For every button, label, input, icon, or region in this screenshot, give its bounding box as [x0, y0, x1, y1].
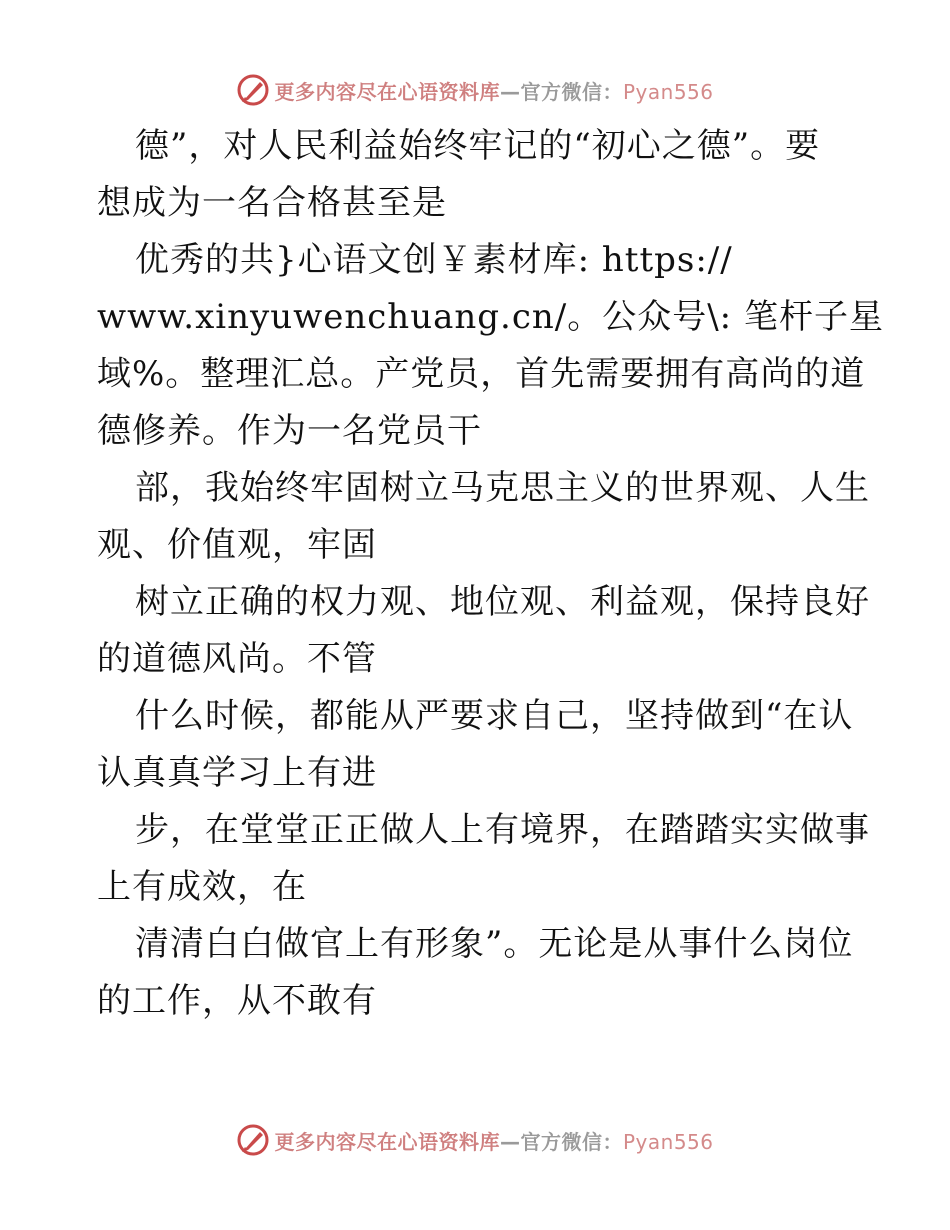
text-line: 步，在堂堂正正做人上有境界，在踏踏实实做事 [135, 810, 870, 850]
text-line: 什么时候，都能从严要求自己，坚持做到“在认 [135, 696, 854, 736]
footer-banner-text: 更多内容尽在心语资料库—官方微信：Pyan556 [274, 1129, 714, 1154]
text-line: www.xinyuwenchuang.cn/。公众号\: 笔杆子星 [97, 297, 884, 337]
text-line: 观、价值观，牢固 [97, 525, 377, 565]
text-line: 部，我始终牢固树立马克思主义的世界观、人生 [135, 468, 870, 508]
text-line: 上有成效，在 [97, 867, 307, 907]
text-line: 认真真学习上有进 [97, 753, 377, 793]
footer-banner [0, 1120, 950, 1160]
quill-logo-icon [236, 1123, 270, 1157]
quill-logo-icon [236, 73, 270, 107]
header-banner-text: 更多内容尽在心语资料库—官方微信：Pyan556 [274, 79, 714, 104]
text-line: 域%。整理汇总。产党员，首先需要拥有高尚的道 [97, 354, 866, 394]
text-line: 树立正确的权力观、地位观、利益观，保持良好 [135, 582, 870, 622]
text-line: 德修养。作为一名党员干 [97, 411, 482, 451]
header-banner [0, 70, 950, 110]
text-line: 想成为一名合格甚至是 [97, 183, 447, 223]
text-line: 优秀的共}心语文创￥素材库: https:// [135, 240, 733, 280]
document-body [97, 118, 884, 1030]
text-line: 清清白白做官上有形象”。无论是从事什么岗位 [135, 924, 854, 964]
text-line: 的道德风尚。不管 [97, 639, 377, 679]
text-line: 德”，对人民利益始终牢记的“初心之德”。要 [135, 126, 821, 166]
text-line: 的工作，从不敢有 [97, 981, 377, 1021]
